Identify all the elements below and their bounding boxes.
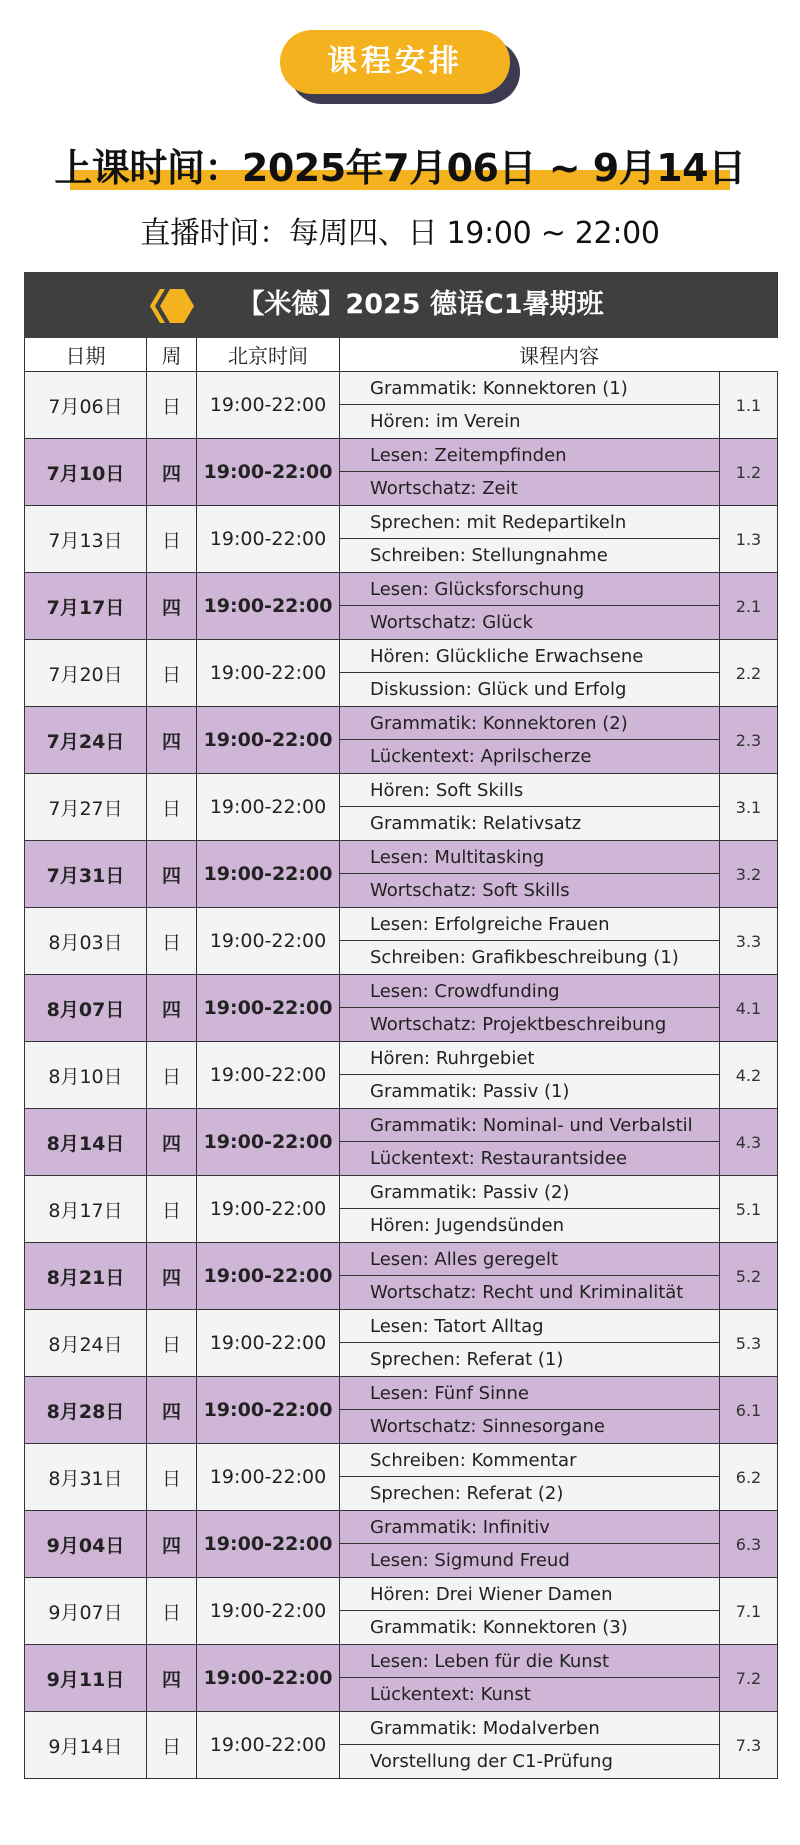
col-header-date: 日期 xyxy=(25,338,147,372)
lesson-date: 8月28日 xyxy=(25,1377,147,1444)
lesson-topic-2: Wortschatz: Glück xyxy=(370,612,533,633)
lesson-unit-number: 2.2 xyxy=(720,640,778,707)
lesson-date: 7月13日 xyxy=(25,506,147,573)
lesson-topics xyxy=(340,506,720,573)
lesson-weekday: 四 xyxy=(147,707,197,774)
course-dates-text: 上课时间：2025年7月06日 ~ 9月14日 xyxy=(54,146,746,190)
lesson-topic-2: Sprechen: Referat (1) xyxy=(370,1349,564,1370)
course-dates xyxy=(40,142,760,194)
mide-logo-icon xyxy=(150,289,194,323)
lesson-topic-1: Schreiben: Kommentar xyxy=(340,1444,719,1477)
lesson-topic-1: Grammatik: Konnektoren (2) xyxy=(340,707,719,740)
lesson-time: 19:00-22:00 xyxy=(197,1176,340,1243)
lesson-topic-2: Schreiben: Grafikbeschreibung (1) xyxy=(370,947,679,968)
lesson-time: 19:00-22:00 xyxy=(197,506,340,573)
section-badge xyxy=(280,30,520,104)
lesson-topic-1: Lesen: Erfolgreiche Frauen xyxy=(340,908,719,941)
lesson-date: 9月04日 xyxy=(25,1511,147,1578)
lesson-topics xyxy=(340,1176,720,1243)
lesson-unit-number: 4.2 xyxy=(720,1042,778,1109)
lesson-date: 7月20日 xyxy=(25,640,147,707)
lesson-date: 9月07日 xyxy=(25,1578,147,1645)
lesson-unit-number: 7.2 xyxy=(720,1645,778,1712)
lesson-time: 19:00-22:00 xyxy=(197,640,340,707)
lesson-time: 19:00-22:00 xyxy=(197,372,340,439)
lesson-topic-1: Hören: Soft Skills xyxy=(340,774,719,807)
lesson-topics xyxy=(340,908,720,975)
col-header-day: 周 xyxy=(147,338,197,372)
lesson-topic-1: Lesen: Fünf Sinne xyxy=(340,1377,719,1410)
lesson-topic-1: Lesen: Tatort Alltag xyxy=(340,1310,719,1343)
lesson-date: 7月17日 xyxy=(25,573,147,640)
lesson-topic-2: Vorstellung der C1-Prüfung xyxy=(370,1751,613,1772)
lesson-date: 8月03日 xyxy=(25,908,147,975)
lesson-unit-number: 1.2 xyxy=(720,439,778,506)
lesson-topic-1: Hören: Glückliche Erwachsene xyxy=(340,640,719,673)
lesson-topic-2: Schreiben: Stellungnahme xyxy=(370,545,608,566)
lesson-topic-2: Wortschatz: Projektbeschreibung xyxy=(370,1014,667,1035)
lesson-topic-1: Lesen: Zeitempfinden xyxy=(340,439,719,472)
lesson-unit-number: 7.1 xyxy=(720,1578,778,1645)
lesson-weekday: 四 xyxy=(147,439,197,506)
lesson-unit-number: 6.1 xyxy=(720,1377,778,1444)
lesson-topics xyxy=(340,1377,720,1444)
lesson-topic-1: Grammatik: Passiv (2) xyxy=(340,1176,719,1209)
lesson-date: 8月21日 xyxy=(25,1243,147,1310)
lesson-unit-number: 7.3 xyxy=(720,1712,778,1779)
lesson-topic-1: Lesen: Crowdfunding xyxy=(340,975,719,1008)
lesson-unit-number: 4.3 xyxy=(720,1109,778,1176)
lesson-time: 19:00-22:00 xyxy=(197,1578,340,1645)
lesson-weekday: 日 xyxy=(147,1444,197,1511)
lesson-date: 7月27日 xyxy=(25,774,147,841)
schedule-table xyxy=(24,272,778,1779)
lesson-topic-2: Hören: Jugendsünden xyxy=(370,1215,564,1236)
lesson-topic-2: Wortschatz: Soft Skills xyxy=(370,880,570,901)
lesson-weekday: 日 xyxy=(147,1310,197,1377)
lesson-date: 7月24日 xyxy=(25,707,147,774)
lesson-unit-number: 4.1 xyxy=(720,975,778,1042)
lesson-time: 19:00-22:00 xyxy=(197,1444,340,1511)
lesson-topic-2: Wortschatz: Zeit xyxy=(370,478,518,499)
lesson-date: 9月14日 xyxy=(25,1712,147,1779)
lesson-topics xyxy=(340,640,720,707)
lesson-unit-number: 3.2 xyxy=(720,841,778,908)
lesson-time: 19:00-22:00 xyxy=(197,774,340,841)
lesson-topic-1: Lesen: Glücksforschung xyxy=(340,573,719,606)
lesson-date: 8月17日 xyxy=(25,1176,147,1243)
lesson-topic-1: Grammatik: Modalverben xyxy=(340,1712,719,1745)
lesson-topic-2: Diskussion: Glück und Erfolg xyxy=(370,679,627,700)
lesson-topic-1: Lesen: Leben für die Kunst xyxy=(340,1645,719,1678)
lesson-topic-2: Hören: im Verein xyxy=(370,411,521,432)
lesson-time: 19:00-22:00 xyxy=(197,573,340,640)
lesson-topics xyxy=(340,1243,720,1310)
lesson-time: 19:00-22:00 xyxy=(197,1511,340,1578)
lesson-time: 19:00-22:00 xyxy=(197,1712,340,1779)
lesson-topics xyxy=(340,841,720,908)
lesson-time: 19:00-22:00 xyxy=(197,1243,340,1310)
lesson-unit-number: 6.3 xyxy=(720,1511,778,1578)
badge-label: 课程安排 xyxy=(280,30,510,94)
lesson-time: 19:00-22:00 xyxy=(197,1042,340,1109)
lesson-topic-2: Grammatik: Konnektoren (3) xyxy=(370,1617,628,1638)
lesson-topics xyxy=(340,975,720,1042)
lesson-topic-1: Grammatik: Infinitiv xyxy=(340,1511,719,1544)
lesson-topic-1: Lesen: Multitasking xyxy=(340,841,719,874)
lesson-weekday: 日 xyxy=(147,908,197,975)
lesson-topic-2: Grammatik: Relativsatz xyxy=(370,813,582,834)
live-time: 直播时间：每周四、日 19:00 ~ 22:00 xyxy=(140,216,660,251)
lesson-topic-1: Lesen: Alles geregelt xyxy=(340,1243,719,1276)
lesson-date: 9月11日 xyxy=(25,1645,147,1712)
lesson-weekday: 四 xyxy=(147,1511,197,1578)
lesson-topic-2: Lesen: Sigmund Freud xyxy=(370,1550,570,1571)
lesson-weekday: 四 xyxy=(147,1377,197,1444)
lesson-weekday: 四 xyxy=(147,841,197,908)
lesson-topic-2: Grammatik: Passiv (1) xyxy=(370,1081,570,1102)
lesson-unit-number: 5.3 xyxy=(720,1310,778,1377)
lesson-weekday: 四 xyxy=(147,573,197,640)
lesson-date: 7月06日 xyxy=(25,372,147,439)
lesson-time: 19:00-22:00 xyxy=(197,439,340,506)
table-title-bar xyxy=(24,272,777,338)
lesson-topics xyxy=(340,1578,720,1645)
lesson-topics xyxy=(340,1645,720,1712)
lesson-time: 19:00-22:00 xyxy=(197,908,340,975)
lesson-weekday: 日 xyxy=(147,1176,197,1243)
lesson-time: 19:00-22:00 xyxy=(197,1310,340,1377)
lesson-weekday: 四 xyxy=(147,1243,197,1310)
table-title: 【米德】2025 德语C1暑期班 xyxy=(237,289,604,320)
lesson-unit-number: 2.3 xyxy=(720,707,778,774)
lesson-weekday: 日 xyxy=(147,640,197,707)
lesson-topics xyxy=(340,573,720,640)
lesson-topic-1: Grammatik: Nominal- und Verbalstil xyxy=(340,1109,719,1142)
lesson-topic-2: Lückentext: Aprilscherze xyxy=(370,746,592,767)
lesson-topics xyxy=(340,1109,720,1176)
lesson-date: 8月07日 xyxy=(25,975,147,1042)
lesson-topic-1: Sprechen: mit Redepartikeln xyxy=(340,506,719,539)
lesson-weekday: 日 xyxy=(147,774,197,841)
lesson-date: 8月31日 xyxy=(25,1444,147,1511)
lesson-unit-number: 5.1 xyxy=(720,1176,778,1243)
lesson-topics xyxy=(340,774,720,841)
lesson-date: 8月10日 xyxy=(25,1042,147,1109)
lesson-topics xyxy=(340,1042,720,1109)
lesson-topic-2: Wortschatz: Recht und Kriminalität xyxy=(370,1282,684,1303)
lesson-topic-2: Sprechen: Referat (2) xyxy=(370,1483,564,1504)
lesson-unit-number: 5.2 xyxy=(720,1243,778,1310)
lesson-weekday: 四 xyxy=(147,1645,197,1712)
lesson-time: 19:00-22:00 xyxy=(197,707,340,774)
lesson-time: 19:00-22:00 xyxy=(197,975,340,1042)
lesson-unit-number: 3.1 xyxy=(720,774,778,841)
col-header-content: 课程内容 xyxy=(340,338,778,372)
lesson-unit-number: 6.2 xyxy=(720,1444,778,1511)
lesson-time: 19:00-22:00 xyxy=(197,841,340,908)
lesson-date: 7月31日 xyxy=(25,841,147,908)
lesson-unit-number: 2.1 xyxy=(720,573,778,640)
lesson-topics xyxy=(340,707,720,774)
lesson-weekday: 日 xyxy=(147,372,197,439)
lesson-time: 19:00-22:00 xyxy=(197,1645,340,1712)
lesson-date: 8月24日 xyxy=(25,1310,147,1377)
lesson-topic-2: Wortschatz: Sinnesorgane xyxy=(370,1416,605,1437)
lesson-topic-1: Hören: Drei Wiener Damen xyxy=(340,1578,719,1611)
lesson-topics xyxy=(340,1444,720,1511)
lesson-topics xyxy=(340,1310,720,1377)
lesson-topic-2: Lückentext: Kunst xyxy=(370,1684,531,1705)
schedule-grid xyxy=(24,338,777,1779)
lesson-unit-number: 1.3 xyxy=(720,506,778,573)
lesson-weekday: 日 xyxy=(147,1042,197,1109)
lesson-unit-number: 1.1 xyxy=(720,372,778,439)
lesson-date: 8月14日 xyxy=(25,1109,147,1176)
lesson-topic-1: Grammatik: Konnektoren (1) xyxy=(340,372,719,405)
lesson-topics xyxy=(340,1712,720,1779)
lesson-time: 19:00-22:00 xyxy=(197,1377,340,1444)
lesson-unit-number: 3.3 xyxy=(720,908,778,975)
lesson-weekday: 四 xyxy=(147,975,197,1042)
lesson-topic-2: Lückentext: Restaurantsidee xyxy=(370,1148,628,1169)
lesson-weekday: 四 xyxy=(147,1109,197,1176)
lesson-weekday: 日 xyxy=(147,1712,197,1779)
lesson-topics xyxy=(340,372,720,439)
lesson-time: 19:00-22:00 xyxy=(197,1109,340,1176)
lesson-topics xyxy=(340,439,720,506)
lesson-topics xyxy=(340,1511,720,1578)
lesson-date: 7月10日 xyxy=(25,439,147,506)
lesson-weekday: 日 xyxy=(147,506,197,573)
lesson-topic-1: Hören: Ruhrgebiet xyxy=(340,1042,719,1075)
lesson-weekday: 日 xyxy=(147,1578,197,1645)
col-header-time: 北京时间 xyxy=(197,338,340,372)
